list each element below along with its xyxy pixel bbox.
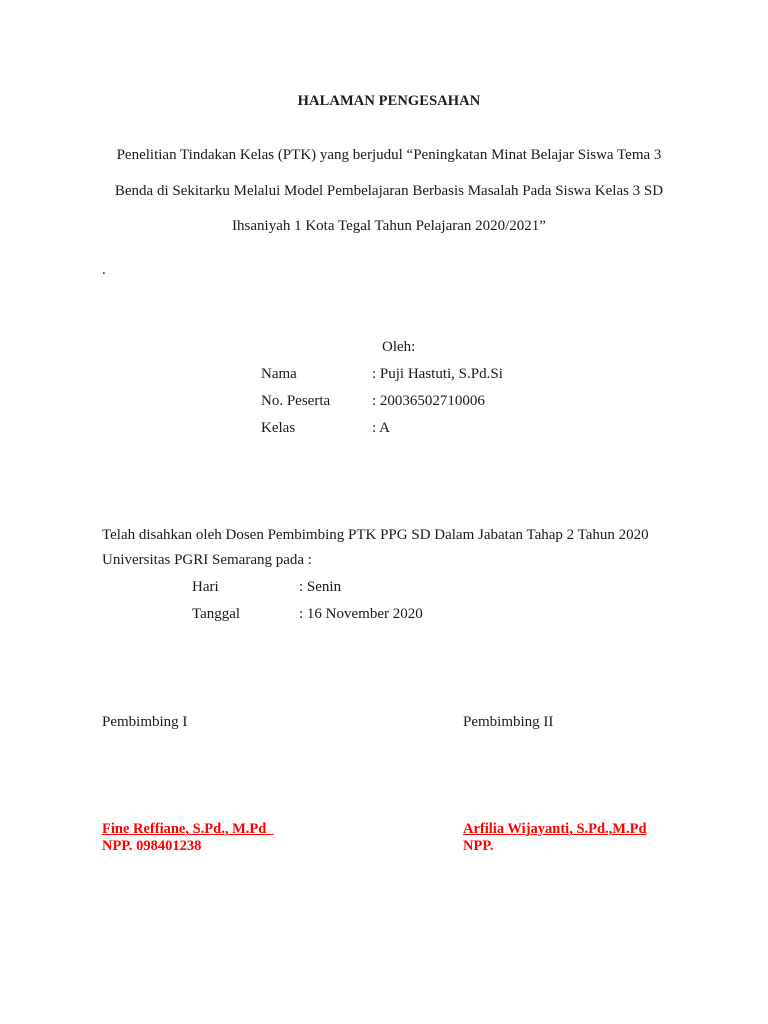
supervisor-2-title: Pembimbing II [463,714,554,730]
approval-line-2: Universitas PGRI Semarang pada : [102,552,312,568]
supervisor-2-npp: NPP. [463,838,494,854]
supervisor-1-name [102,821,274,838]
approval-line-1: Telah disahkan oleh Dosen Pembimbing PTK PPG SD Dalam Jabatan Tahap 2 Tahun 2020 [102,527,649,543]
stray-mark: . [102,262,106,278]
supervisor-1-name-text: Fine Reffiane, S.Pd., M.Pd [102,821,267,837]
class-value: : A [372,420,390,436]
date-label: Tanggal [192,606,241,622]
author-heading: Oleh: [382,339,416,355]
subject-line-3: Ihsaniyah 1 Kota Tegal Tahun Pelajaran 2020/2021” [232,218,546,234]
subject-line-1: Penelitian Tindakan Kelas (PTK) yang berjudul “Peningkatan Minat Belajar Siswa Tema 3 [116,147,662,163]
participant-number-value: : 20036502710006 [372,393,485,409]
supervisor-1-npp: NPP. 098401238 [102,838,202,854]
supervisor-2-name [463,821,647,838]
day-label: Hari [192,579,219,595]
date-value: : 16 November 2020 [299,606,423,622]
participant-number-label: No. Peserta [261,393,331,409]
subject-line-2: Benda di Sekitarku Melalui Model Pembelajaran Berbasis Masalah Pada Siswa Kelas 3 SD [114,183,664,199]
day-value: : Senin [299,579,342,595]
supervisor-2-name-text: Arfilia Wijayanti, S.Pd.,M.Pd [463,821,647,837]
author-name-label: Nama [261,366,297,382]
class-label: Kelas [261,420,296,436]
page-title: HALAMAN PENGESAHAN [297,93,481,109]
supervisor-1-title: Pembimbing I [102,714,188,730]
author-name-value: : Puji Hastuti, S.Pd.Si [372,366,503,382]
